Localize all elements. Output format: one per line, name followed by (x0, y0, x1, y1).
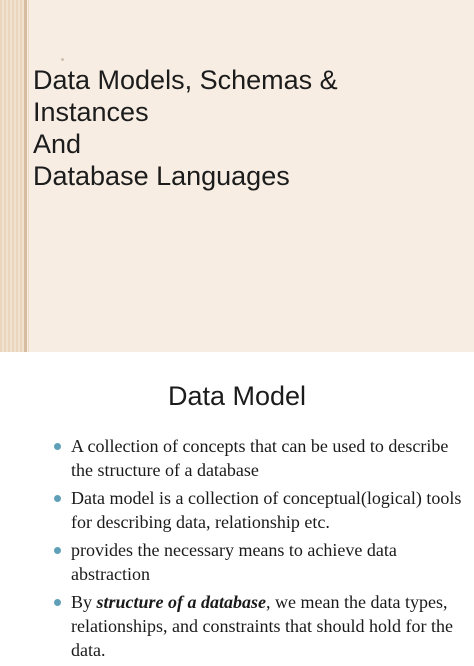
bullet-item (54, 590, 466, 662)
decorative-dot (61, 58, 64, 61)
decorative-stripe-band (0, 0, 24, 352)
bullet-item (54, 538, 466, 586)
decorative-vertical-rule-light (28, 0, 29, 352)
slide-heading: Data Model (167, 381, 307, 411)
bullet-icon (54, 599, 61, 606)
slide-title-line: Instances (33, 97, 149, 127)
bullet-item (54, 486, 466, 534)
bullet-text: A collection of concepts that can be used to describe the structure of a database (71, 436, 449, 480)
content-slide (0, 352, 474, 660)
bullet-text: Data model is a collection of conceptual(logical) tools for describing data, relationship etc. (71, 488, 462, 532)
slide-title-line: And (33, 129, 82, 159)
decorative-vertical-rule (24, 0, 27, 352)
bullet-list (54, 434, 466, 666)
bullet-text: provides the necessary means to achieve data abstraction (71, 540, 397, 584)
bullet-icon (54, 443, 61, 450)
bullet-text-prefix: By (71, 592, 97, 612)
bullet-text-suffix: , we mean the data types, relationships, and constraints that should hold for the data. (71, 592, 453, 660)
slide-title-line: Database Languages (33, 161, 290, 191)
slide-title (33, 64, 463, 192)
bullet-icon (54, 547, 61, 554)
bullet-icon (54, 495, 61, 502)
slide-title-line: Data Models, Schemas & (33, 65, 338, 95)
bullet-emphasis: structure of a database (96, 592, 267, 612)
bullet-item (54, 434, 466, 482)
